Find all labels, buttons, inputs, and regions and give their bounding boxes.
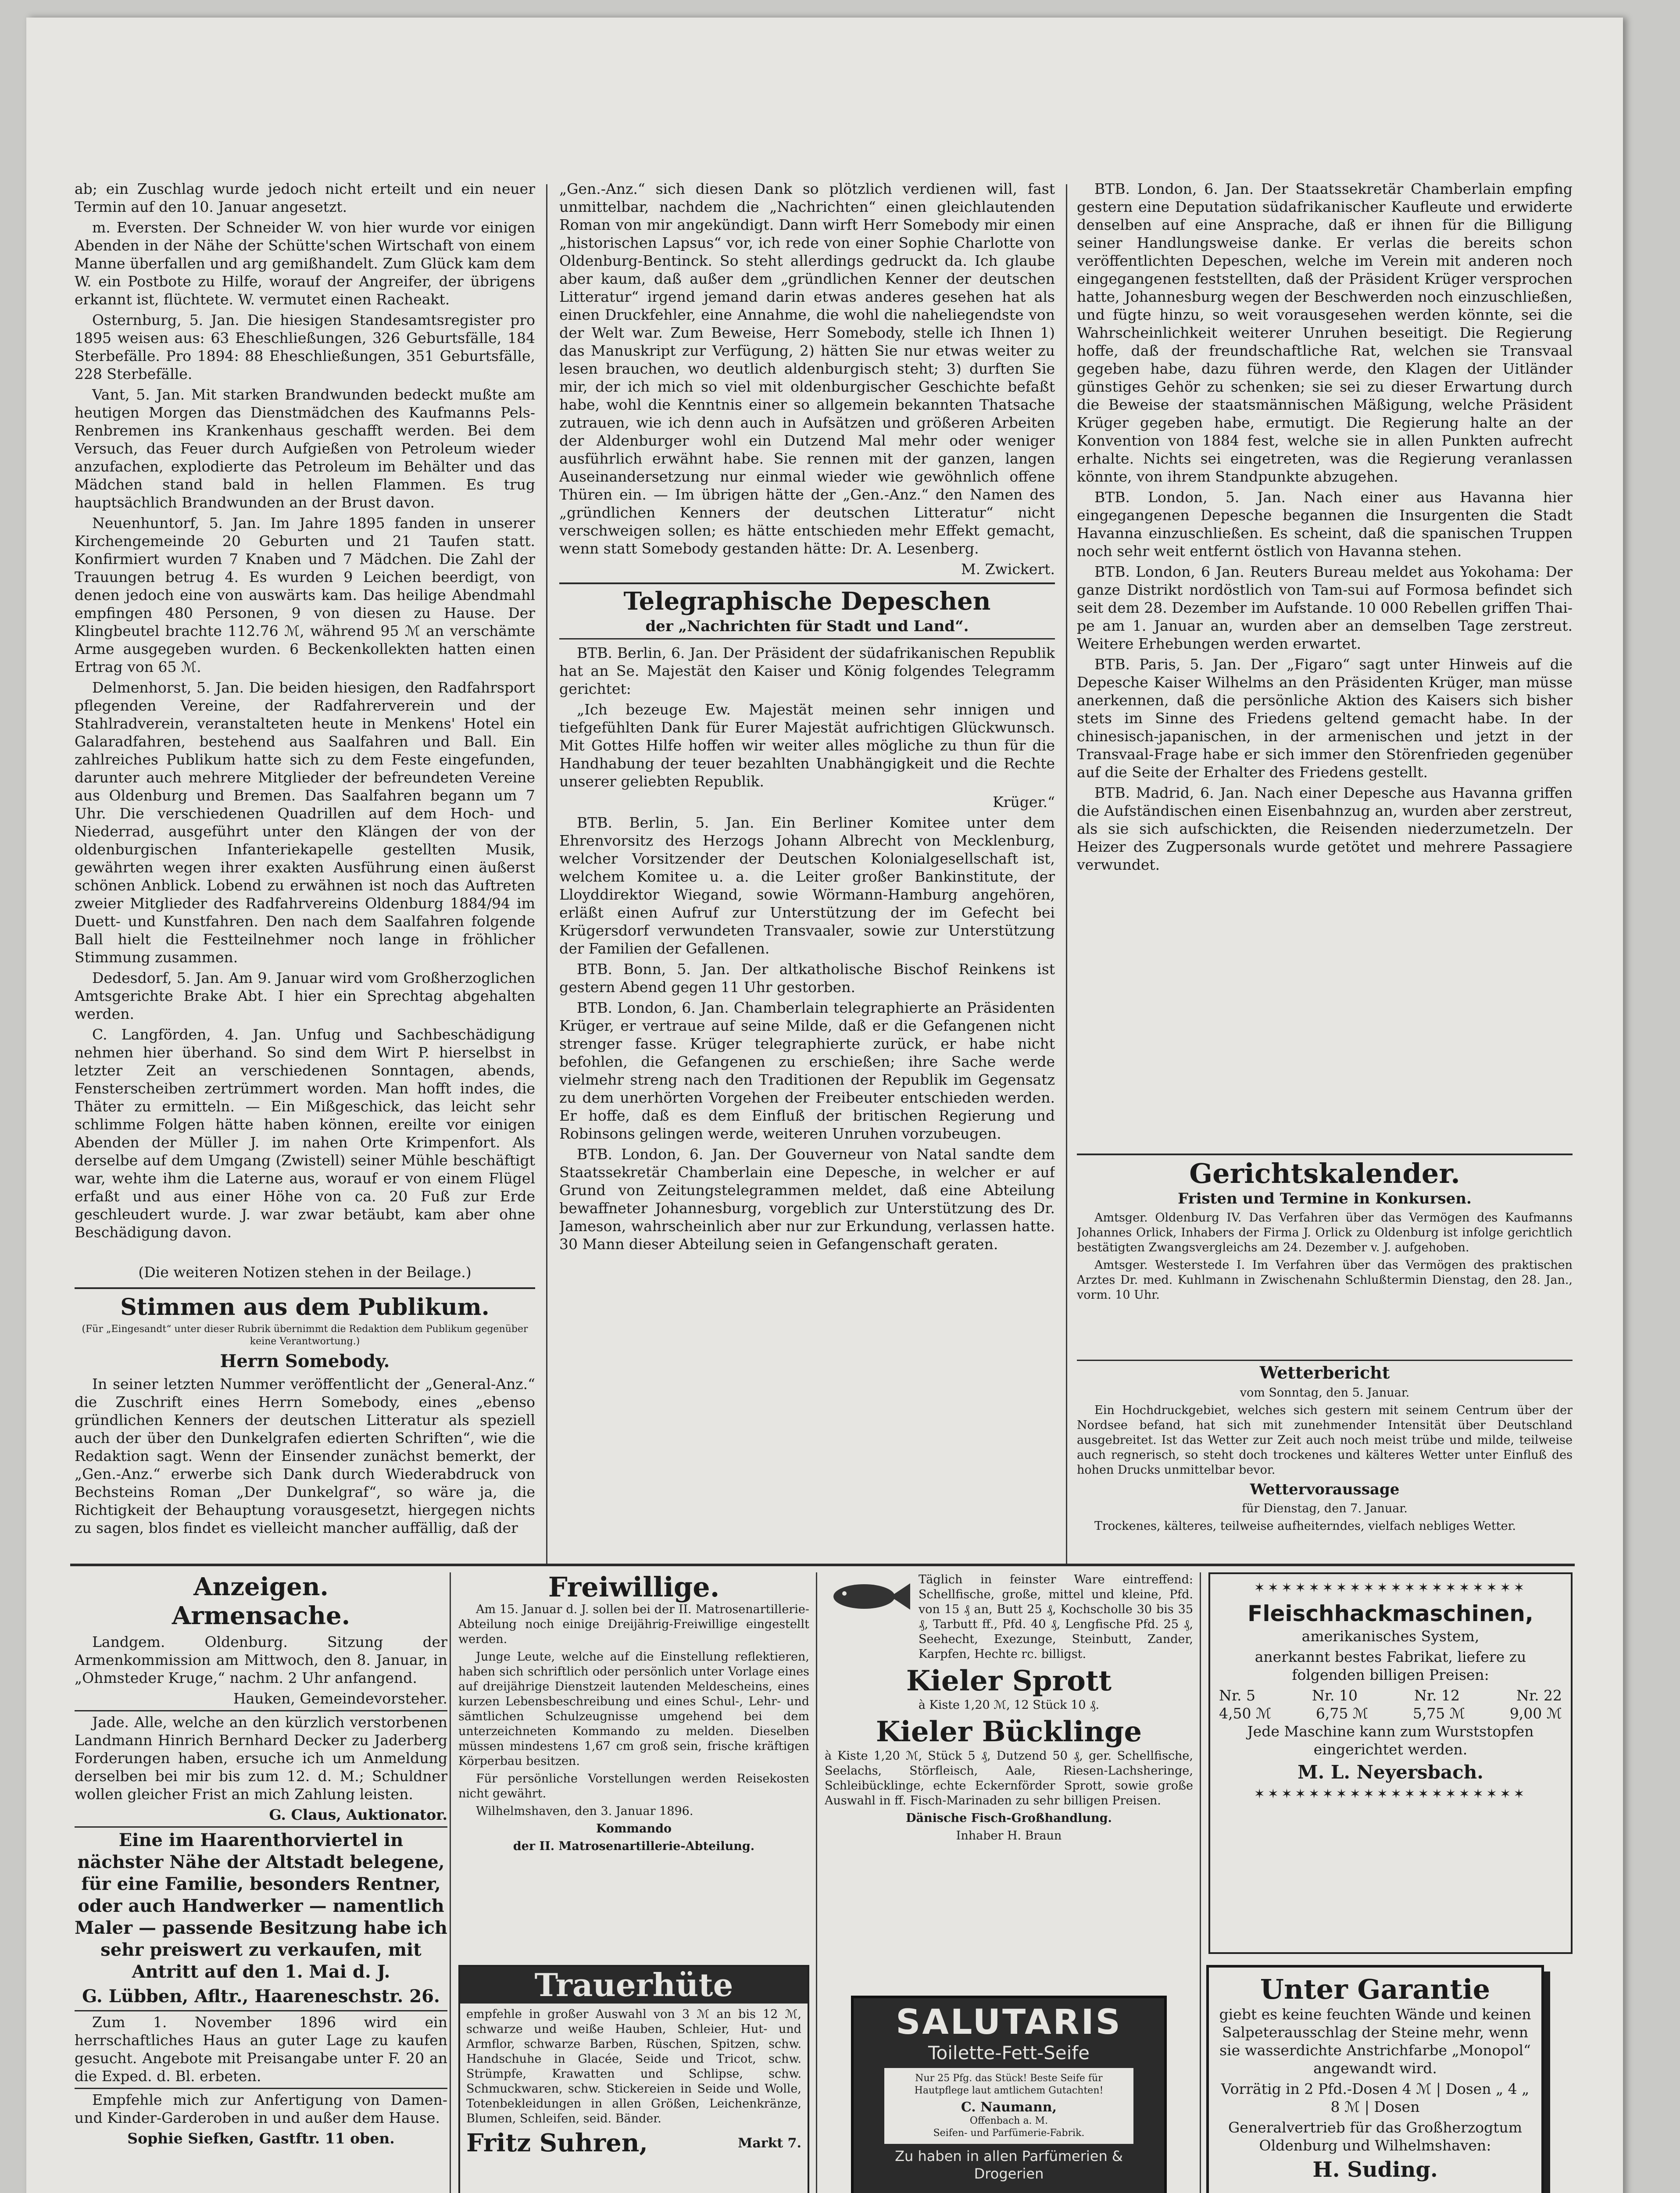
brand-title: SALUTARIS [896,2003,1122,2042]
ad-fish [825,1572,1193,1980]
model-number: Nr. 5 [1219,1687,1255,1704]
ad-signature: Dänische Fisch-Großhandlung. [906,1811,1112,1825]
letter-text: In seiner letzten Nummer veröffentlicht der „General-Anz.“ die Zuschrift eines Herrn Somebody, eines „ebenso gründlichen Kenners der deutschen Litteratur als speziell auch der über den Dunkelgrafen edierten Schriften“, wie die Redaktion sagt. Wenn der Einsender zunächst bemerkt, der „Gen.-Anz.“ erwerbe sich Dank durch Wiederabdruck von Bechsteins Roman „Der Dunkelgraf“, so wäre ja, die Richtigkeit der Behauptung vorausgesetzt, hiergegen nichts zu sagen, blos findet es vielleicht mancher auffällig, daß der [75,1375,535,1536]
ad-text: Täglich in feinster Ware eintreffend: Schellfische, große, mittel und kleine, Pfd. von 15 ₰ an, Butt 25 ₰, Kochscholle 30 bis 35 ₰, Tarbutt ff., Pfd. 40 ₰, Lengfische Pfd. 25 ₰, Seehecht, Exezunge, Steinbutt, Zander, Karpfen, Hechte rc. billigst. [919,1573,1193,1661]
ads-rule [450,1572,451,2193]
telegram-sign: Krüger.“ [993,793,1055,811]
model-price: 5,75 ℳ [1412,1705,1466,1722]
ad-property: Eine im Haarenthorviertel in nächster Nähe der Altstadt belegene, für eine Familie, besonders Rentner, oder auch Handwerker — namentlich Maler — passende Besitzung habe ich sehr preiswert zu verkaufen, mit Antritt auf den 1. Mai d. J. [75,1830,447,1982]
letters-section [75,1292,535,1564]
ad-signature: Fritz Suhren, [466,2129,648,2157]
telegram: BTB. London, 6. Jan. Der Staatssekretär Chamberlain empfing gestern eine Deputation südafrikanischer Kaufleute und erwiderte denselben auf eine Ansprache, daß er ihnen für die Billigung seiner Handlungsweise danke. Er verlas die bereits schon veröffentlichten Depeschen, welche im Verein mit anderen noch eingegangenen feststellten, daß der Präsident Krüger versprochen hatte, Johannesburg wegen der Beschwerden noch einzuschließen, und fügte hinzu, so weit vorausgesehen werden könnte, sei die Wahrscheinlichkeit weiterer Unruhen beseitigt. Die Regierung hoffe, daß der freundschaftliche Rat, welchen sie Transvaal gegeben habe, dazu führen werde, den Klagen der Uitländer günstiges Gehör zu schenken; sie sei zu dieser Erwartung durch die Beweise der staatsmännischen Mäßigung, welche Präsident Krüger gegeben habe, ermutigt. Die Regierung halte an der Konvention von 1884 fest, welche sie in allen Punkten aufrecht erhalte. Nichts sei eingetreten, was die Regierung veranlassen könnte, von ihrem Standpunkte abzugehen. [1077,180,1573,485]
column-rule [1066,184,1067,1564]
ad-owner: Inhaber H. Braun [956,1829,1062,1843]
telegram: BTB. Madrid, 6. Jan. Nach einer Depesche aus Havanna griffen die Aufständischen einen Eisenbahnzug an, wurden aber zerstreut, als sie sich aufschickten, die Reisenden niederzumetzeln. Der Heizer des Zugpersonals wurde getötet und mehrere Passagiere verwundet. [1077,784,1573,873]
telegram: BTB. Bonn, 5. Jan. Der altkatholische Bischof Reinkens ist gestern Abend gegen 11 Uhr gestorben. [559,961,1055,996]
news-item: Delmenhorst, 5. Jan. Die beiden hiesigen, den Radfahrsport pflegenden Vereine, der Radfahrerverein und der Stahlradverein, veranstalteten heute in Menkens' Hotel ein Galaradfahren, bestehend aus Saalfahren und Ball. Ein zahlreiches Publikum hatte sich zu dem Feste eingefunden, darunter auch mehrere Mitglieder der befreundeten Vereine aus Oldenburg und Bremen. Das Saalfahren begann um 7 Uhr. Die verschiedenen Quadrillen auf dem Hoch- und Niederrad, ausgeführt unter den Klängen der von der oldenburgischen Infanteriekapelle gestellten Musik, gewährten wegen ihrer exakten Ausführung einen äußerst schönen Anblick. Lobend zu erwähnen ist noch das Auftreten zweier Mitglieder des Radfahrvereins Oldenburg 1884/94 im Duett- und Kunstfahren. Den nach dem Saalfahren folgende Ball hielt die Festteilnehmer noch lange in fröhlicher Stimmung zusammen. [75,679,535,966]
telegram: BTB. London, 5. Jan. Nach einer aus Havanna hier eingegangenen Depesche begannen die Insurgenten die Stadt Havanna einzuschließen. Es scheint, daß die spanischen Truppen noch sehr weit entfernt östlich von Havanna stehen. [1077,489,1573,560]
forecast-title: Wettervoraussage [1250,1481,1400,1498]
section-subtitle: der „Nachrichten für Stadt und Land“. [645,618,969,635]
newspaper-page [26,18,1623,2193]
weather-date: vom Sonntag, den 5. Januar. [1240,1386,1410,1400]
product-text: Nur 25 Pfg. das Stück! Beste Seife für Hautpflege laut amtlichem Gutachten! [914,2073,1104,2096]
brand-footer: Zu haben in allen Parfümerien & Drogerien [895,2148,1123,2182]
ad-text: Zum 1. November 1896 wird ein herrschaftliches Haus an guter Lage zu kaufen gesucht. Angebote mit Preisangabe unter F. 20 an die Exped. d. Bl. erbeten. [75,2014,447,2085]
ads-rule [816,1572,817,2193]
section-title: Telegraphische Depeschen [623,587,991,616]
ad-heading: Armensache. [172,1601,350,1630]
ad-signature: G. Lübben, Afltr., Haareneschstr. 26. [82,1986,440,2007]
ad-text: Für persönliche Vorstellungen werden Reisekosten nicht gewährt. [458,1772,809,1800]
ad-salutaris [851,1996,1167,2193]
forecast-date: für Dienstag, den 7. Januar. [1242,1502,1408,1515]
news-item: m. Eversten. Der Schneider W. von hier wurde vor einigen Abenden in der Nähe der Schütte'schen Wirtschaft von einem Manne überfallen und arg gemißhandelt. Zum Glück kam dem W. ein Postbote zu Hilfe, worauf der Angreifer, der übrigens erkannt ist, flüchtete. W. vermutet einen Racheakt. [75,219,535,308]
price-row-models [1219,1686,1562,1704]
model-number: Nr. 10 [1312,1687,1358,1704]
section-title: Gerichtskalender. [1189,1157,1460,1189]
ad-heading: Kieler Bücklinge [876,1715,1142,1748]
ad-text: à Kiste 1,20 ℳ, Stück 5 ₰, Dutzend 50 ₰, ger. Schellfische, Seelachs, Störfleisch, Aale, Riesen-Lachsheringe, Schleibücklinge, echte Eckernförder Sprott, sowie große Auswahl in ff. Fisch-Marinaden zu sehr billigen Preisen. [825,1749,1193,1807]
section-subtitle: Fristen und Termine in Konkursen. [1178,1190,1472,1207]
model-number: Nr. 12 [1414,1687,1460,1704]
letter-title: Herrn Somebody. [220,1351,390,1372]
ad-text: Kommando [596,1822,672,1836]
ads-rule [1200,1572,1201,2193]
column-telegrams [559,180,1055,1561]
fish-icon [825,1572,912,1621]
weather-report [1077,1360,1573,1561]
news-item: Dedesdorf, 5. Jan. Am 9. Januar wird vom Großherzoglichen Amtsgerichte Brake Abt. I hier ein Sprechtag abgehalten werden. [75,969,535,1022]
ad-text: anerkannt bestes Fabrikat, liefere zu folgenden billigen Preisen: [1255,1648,1526,1683]
ad-heading: Kieler Sprott [906,1664,1112,1697]
ad-signature: G. Claus, Auktionator. [269,1806,447,1823]
ad-signature: der II. Matrosenartillerie-Abteilung. [513,1839,755,1853]
telegram-quote: „Ich bezeuge Ew. Majestät meinen sehr innigen und tiefgefühlten Dank für Eurer Majestät aufrichtigen Glückwunsch. Mit Gottes Hilfe hoffen wir weiter alles mögliche zu thun für die Handhabung der teuer bezahlten Unabhängigkeit und die Rechte unserer geliebten Republik. [559,701,1055,790]
ad-subheading: amerikanisches System, [1301,1628,1480,1645]
news-item: Osternburg, 5. Jan. Die hiesigen Standesamtsregister pro 1895 weisen aus: 63 Eheschließungen, 326 Geburtsfälle, 184 Sterbefälle. Pro 1894: 88 Eheschließungen, 351 Geburtsfälle, 228 Sterbefälle. [75,311,535,382]
telegram: BTB. Berlin, 5. Jan. Ein Berliner Komitee unter dem Ehrenvorsitz des Herzogs Johann Albrecht von Mecklenburg, welcher Vorsitzender der Deutschen Kolonialgesellschaft ist, welchem Komitee u. a. die Leiter großer Bankinstitute, der Lloyddirektor Wiegand, sowie Wörmann-Hamburg angehören, erläßt einen Aufruf zur Unterstützung der im Gefecht bei Krügersdorf verwundeten Transvaaler, sowie zur Unterstützung der Familien der Gefallenen. [559,814,1055,957]
column-rule [546,184,547,1564]
letter-continuation: „Gen.-Anz.“ sich diesen Dank so plötzlich verdienen will, fast unmittelbar, nachdem die „Nachrichten“ einen gleichlautenden Roman von mir angekündigt. Dann wirft Herr Somebody mir einen „historischen Lapsus“ vor, ich rede von einer Sophie Charlotte von Oldenburg-Bentinck. So steht allerdings gedruckt da. Ich glaube aber kaum, daß außer dem „gründlichen Kenner der deutschen Litteratur“ irgend jemand darin etwas anderes gesehen hat als einen Druckfehler, eine Annahme, die wohl die naheliegendste von der Welt war. Zum Beweise, Herr Somebody, stelle ich Ihnen 1) das Manuskript zur Verfügung, 2) hätten Sie nur etwas weiter zu lesen brauchen, wo deutlich aldenburgisch steht; 3) durften Sie mir, der ich mich so viel mit oldenburgischer Geschichte befaßt habe, wohl die Kenntnis einer so allgemein bekannten Thatsache zutrauen, wie ich denn auch in Aufsätzen und größeren Arbeiten der Aldenburger wohl ein Dutzend Mal mehr oder weniger ausführlich erwähnt habe. Sie rennen mit der ganzen, langen Auseinandersetzung nur einmal wieder wie gewöhnlich offene Thüren ein. — Im übrigen hätte der „Gen.-Anz.“ den Namen des „gründlichen Kenners der deutschen Litteratur“ nicht verschweigen sollen; es hätte entschieden mehr Effekt gemacht, wenn statt Somebody gestanden hätte: Dr. A. Lesenberg. [559,180,1055,557]
court-item: Amtsger. Westerstede I. Im Verfahren über das Vermögen des praktischen Arztes Dr. med. Kuhlmann in Zwischenahn Schlußtermin Dienstag, den 28. Jan., vorm. 10 Uhr. [1077,1258,1573,1302]
star-border: ✶✶✶✶✶✶✶✶✶✶✶✶✶✶✶✶✶✶✶✶ [1254,1786,1527,1802]
ad-text: Landgem. Oldenburg. Sitzung der Armenkommission am Mittwoch, den 8. Januar, in „Ohmsteder Kruge,“ nachm. 2 Uhr anfangend. [75,1633,447,1686]
weather-text: Ein Hochdruckgebiet, welches sich gestern mit seinem Centrum über der Nordsee befand, hat sich mit zunehmender Intensität über Deutschland ausgebreitet. Ist das Wetter zur Zeit auch noch meist trübe und milde, teilweise auch regnerisch, so steht doch trockenes und kälteres Wetter unter Einfluß des hohen Drucks unmittelbar bevor. [1077,1404,1573,1477]
box-shadow [1544,1972,1550,2193]
maker-type: Seifen- und Parfümerie-Fabrik. [933,2128,1085,2139]
model-number: Nr. 22 [1516,1687,1562,1704]
forecast-text: Trockenes, kälteres, teilweise aufheiterndes, vielfach nebliges Wetter. [1094,1519,1516,1533]
telegram: BTB. London, 6. Jan. Der Gouverneur von Natal sandte dem Staatssekretär Chamberlain eine Depesche, in welcher er auf Grund von Zeitungstelegrammen meldet, daß eine Abteilung bewaffneter Johannesburg, vorgeblich zur Unterstützung des Dr. Jameson, wahrscheinlich aber nur zur Erkundung, verlassen hatte. 30 Mann dieser Abteilung seien in Gefangenschaft geraten. [559,1146,1055,1253]
column-local-news [75,180,535,1305]
ad-heading: Fleischhackmaschinen, [1247,1601,1533,1626]
ad-text: à Kiste 1,20 ℳ, 12 Stück 10 ₰. [918,1698,1100,1712]
ad-mourning-hats [458,1965,809,2193]
star-border: ✶✶✶✶✶✶✶✶✶✶✶✶✶✶✶✶✶✶✶✶ [1254,1580,1527,1596]
ad-signature: Sophie Siefken, Gastftr. 11 oben. [127,2130,395,2147]
price-row-prices [1219,1704,1562,1722]
section-title: Stimmen aus dem Publikum. [120,1294,490,1321]
news-item: ab; ein Zuschlag wurde jedoch nicht erteilt und ein neuer Termin auf den 10. Januar angesetzt. [75,180,535,215]
ad-text: Empfehle mich zur Anfertigung von Damen- und Kinder-Garderoben in und außer dem Hause. [75,2091,447,2126]
ads-divider [70,1564,1575,1566]
ad-signature: M. L. Neyersbach. [1298,1761,1483,1783]
ad-signature: H. Suding. [1312,2157,1438,2182]
telegram: BTB. Berlin, 6. Jan. Der Präsident der südafrikanischen Republik hat an Se. Majestät den Kaiser und König folgendes Telegramm gerichtet: [559,644,1055,697]
model-price: 6,75 ℳ [1315,1705,1369,1722]
ad-text: Am 15. Januar d. J. sollen bei der II. Matrosenartillerie-Abteilung noch einige Dreijährig-Freiwillige eingestellt werden. [458,1603,809,1646]
divider [75,1287,535,1289]
ad-signature: Hauken, Gemeindevorsteher. [233,1690,447,1707]
ad-heading: Unter Garantie [1260,1973,1491,2005]
weather-title: Wetterbericht [1259,1363,1390,1382]
ad-text: empfehle in großer Auswahl von 3 ℳ an bis 12 ℳ, schwarze und weiße Hauben, Schleier, Hut- und Armflor, schwarze Barben, Rüschen, Spitzen, schw. Handschuhe in Glacée, Seide und Tricot, schw. Strümpfe, Krawatten und Schlipse, schw. Schmuckwaren, schw. Stickereien in Seide und Wolle, Totenbekleidungen in allen Größen, Leichenkränze, Blumen, Schleifen, seid. Bänder. [466,2007,801,2125]
ads-title: Anzeigen. [193,1572,329,1601]
ad-volunteers [458,1572,809,1963]
court-calendar [1077,1154,1573,1360]
telegram: BTB. London, 6. Jan. Chamberlain telegraphierte an Präsidenten Krüger, er vertraue auf seine Milde, daß er die Gefangenen nicht strenger fasse. Krüger telegraphierte zurück, er habe nicht befohlen, die Gefangenen zu erschießen; ihre Sache werde vielmehr streng nach den Traditionen der Republik im Gegensatz zu dem unerhörten Vorgehen der Freibeuter entschieden werden. Er hoffe, daß es dem Einfluß der britischen Regierung und Robinsons gelingen werde, weiteren Unruhen vorzubeugen. [559,999,1055,1142]
model-price: 4,50 ℳ [1219,1705,1272,1722]
court-item: Amtsger. Oldenburg IV. Das Verfahren über das Vermögen des Kaufmanns Johannes Orlick, Inhabers der Firma J. Orlick zu Oldenburg ist infolge gerichtlich bestätigten Zwangsvergleichs am 24. Dezember v. J. aufgehoben. [1077,1211,1573,1254]
ad-guarantee [1206,1965,1544,2193]
news-item: Neuenhuntorf, 5. Jan. Im Jahre 1895 fanden in unserer Kirchengemeinde 20 Geburten und 21 Taufen statt. Konfirmiert wurden 7 Knaben und 7 Mädchen. Die Zahl der Trauungen betrug 4. Es wurden 9 Leichen beerdigt, von denen jedoch eine von auswärts kam. Das heilige Abendmahl empfingen 480 Personen, 9 von diesen zu Hause. Der Klingbeutel brachte 112.76 ℳ, während 95 ℳ an verschämte Arme ausgegeben wurden. 6 Beckenkollekten hatten einen Ertrag von 65 ℳ. [75,514,535,675]
ad-text: Jade. Alle, welche an den kürzlich verstorbenen Landmann Hinrich Bernhard Decker zu Jaderberg Forderungen haben, ersuche ich um Anmeldung derselben bei mir bis zum 12. d. M.; Schuldner wollen gleicher Frist an mich Zahlung leisten. [75,1714,447,1803]
model-price: 9,00 ℳ [1509,1705,1562,1722]
ad-meat-grinders [1208,1572,1573,1954]
telegram: BTB. Paris, 5. Jan. Der „Figaro“ sagt unter Hinweis auf die Depesche Kaiser Wilhelms an den Präsidenten Krüger, man müsse anerkennen, daß die persönliche Aktion des Kaisers sich bisher stets im Sinne des Friedens geltend gemacht habe. In der chinesisch-japanischen, in der armenischen und jetzt in der Transvaal-Frage habe er sich immer den Störenfrieden gegenüber auf die Seite der Erhalter des Friedens gestellt. [1077,656,1573,781]
ad-address: Markt 7. [738,2135,801,2151]
brand-subtitle: Toilette-Fett-Seife [928,2042,1090,2064]
maker-name: C. Naumann, [961,2100,1057,2115]
ad-text: Junge Leute, welche auf die Einstellung reflektieren, haben sich schriftlich oder persönlich unter Vorlage eines auf dreijährige Dienstzeit lautenden Meldescheins, eines kurzen Lebensbeschreibung und eines Schul-, Lehr- und sämtlichen Schulzeugnisse umgehend bei dem unterzeichneten Kommando zu melden. Dieselben müssen mindestens 1,67 cm groß sein, frische kräftigen Körperbau besitzen. [458,1650,809,1768]
ad-text: Generalvertrieb für das Großherzogtum Oldenburg und Wilhelmshaven: [1228,2119,1523,2154]
news-item: Vant, 5. Jan. Mit starken Brandwunden bedeckt mußte am heutigen Morgen das Dienstmädchen des Kaufmanns Pels-Renbremen ins Krankenhaus geschafft werden. Bei dem Versuch, das Feuer durch Aufgießen von Petroleum wieder anzufachen, explodierte das Petroleum im Behälter und das Mädchen stand bald in hellen Flammen. Es trug hauptsächlich Brandwunden an der Brust davon. [75,386,535,511]
ad-price: Vorrätig in 2 Pfd.-Dosen 4 ℳ | Dosen „ 4 „ 8 ℳ | Dosen [1221,2080,1530,2115]
section-subtitle: (Für „Eingesandt“ unter dieser Rubrik übernimmt die Redaktion dem Publikum gegenüber keine Verantwortung.) [82,1324,528,1347]
ad-text: Jede Maschine kann zum Wurststopfen eingerichtet werden. [1247,1723,1534,1758]
beilage-note: (Die weiteren Notizen stehen in der Beilage.) [138,1264,472,1281]
ad-heading: Freiwillige. [548,1572,720,1603]
news-item: C. Langförden, 4. Jan. Unfug und Sachbeschädigung nehmen hier überhand. So sind dem Wirt P. hierselbst in letzter Zeit an verschiedenen Sonntagen, abends, Fensterscheiben zertrümmert worden. Man hofft indes, die Thäter zu ermitteln. — Ein Mißgeschick, das leicht sehr schlimme Folgen hätte haben können, ereilte vor einigen Abenden der Müller J. im nahen Orte Krimpenfort. Als derselbe auf dem Umgang (Zwistell) seiner Mühle beschäftigt war, wehte ihm die Laterne aus, worauf er von einem Flügel erfaßt und aus einer Höhe von ca. 20 Fuß zur Erde geschleudert wurde. J. war zwar betäubt, kam aber ohne Beschädigung davon. [75,1026,535,1241]
column-telegrams-2 [1077,180,1573,1154]
letter-signature: M. Zwickert. [961,561,1055,578]
ad-date: Wilhelmshaven, den 3. Januar 1896. [476,1804,693,1818]
ad-text: giebt es keine feuchten Wände und keinen Salpeterausschlag der Steine mehr, wenn sie wasserdichte Anstrichfarbe „Monopol“ angewandt wird. [1219,2006,1531,2077]
maker-city: Offenbach a. M. [969,2115,1048,2126]
ad-heading: Trauerhüte [460,1967,808,2004]
ads-column-1 [75,1572,447,2193]
telegram: BTB. London, 6 Jan. Reuters Bureau meldet aus Yokohama: Der ganze Distrikt nordöstlich von Tam-sui auf Formosa befindet sich seit dem 28. Dezember im Aufstande. 10 000 Rebellen griffen Thai-pe am 1. Januar an, wurden aber an demselben Tage zerstreut. Weitere Erhebungen werden erwartet. [1077,563,1573,652]
